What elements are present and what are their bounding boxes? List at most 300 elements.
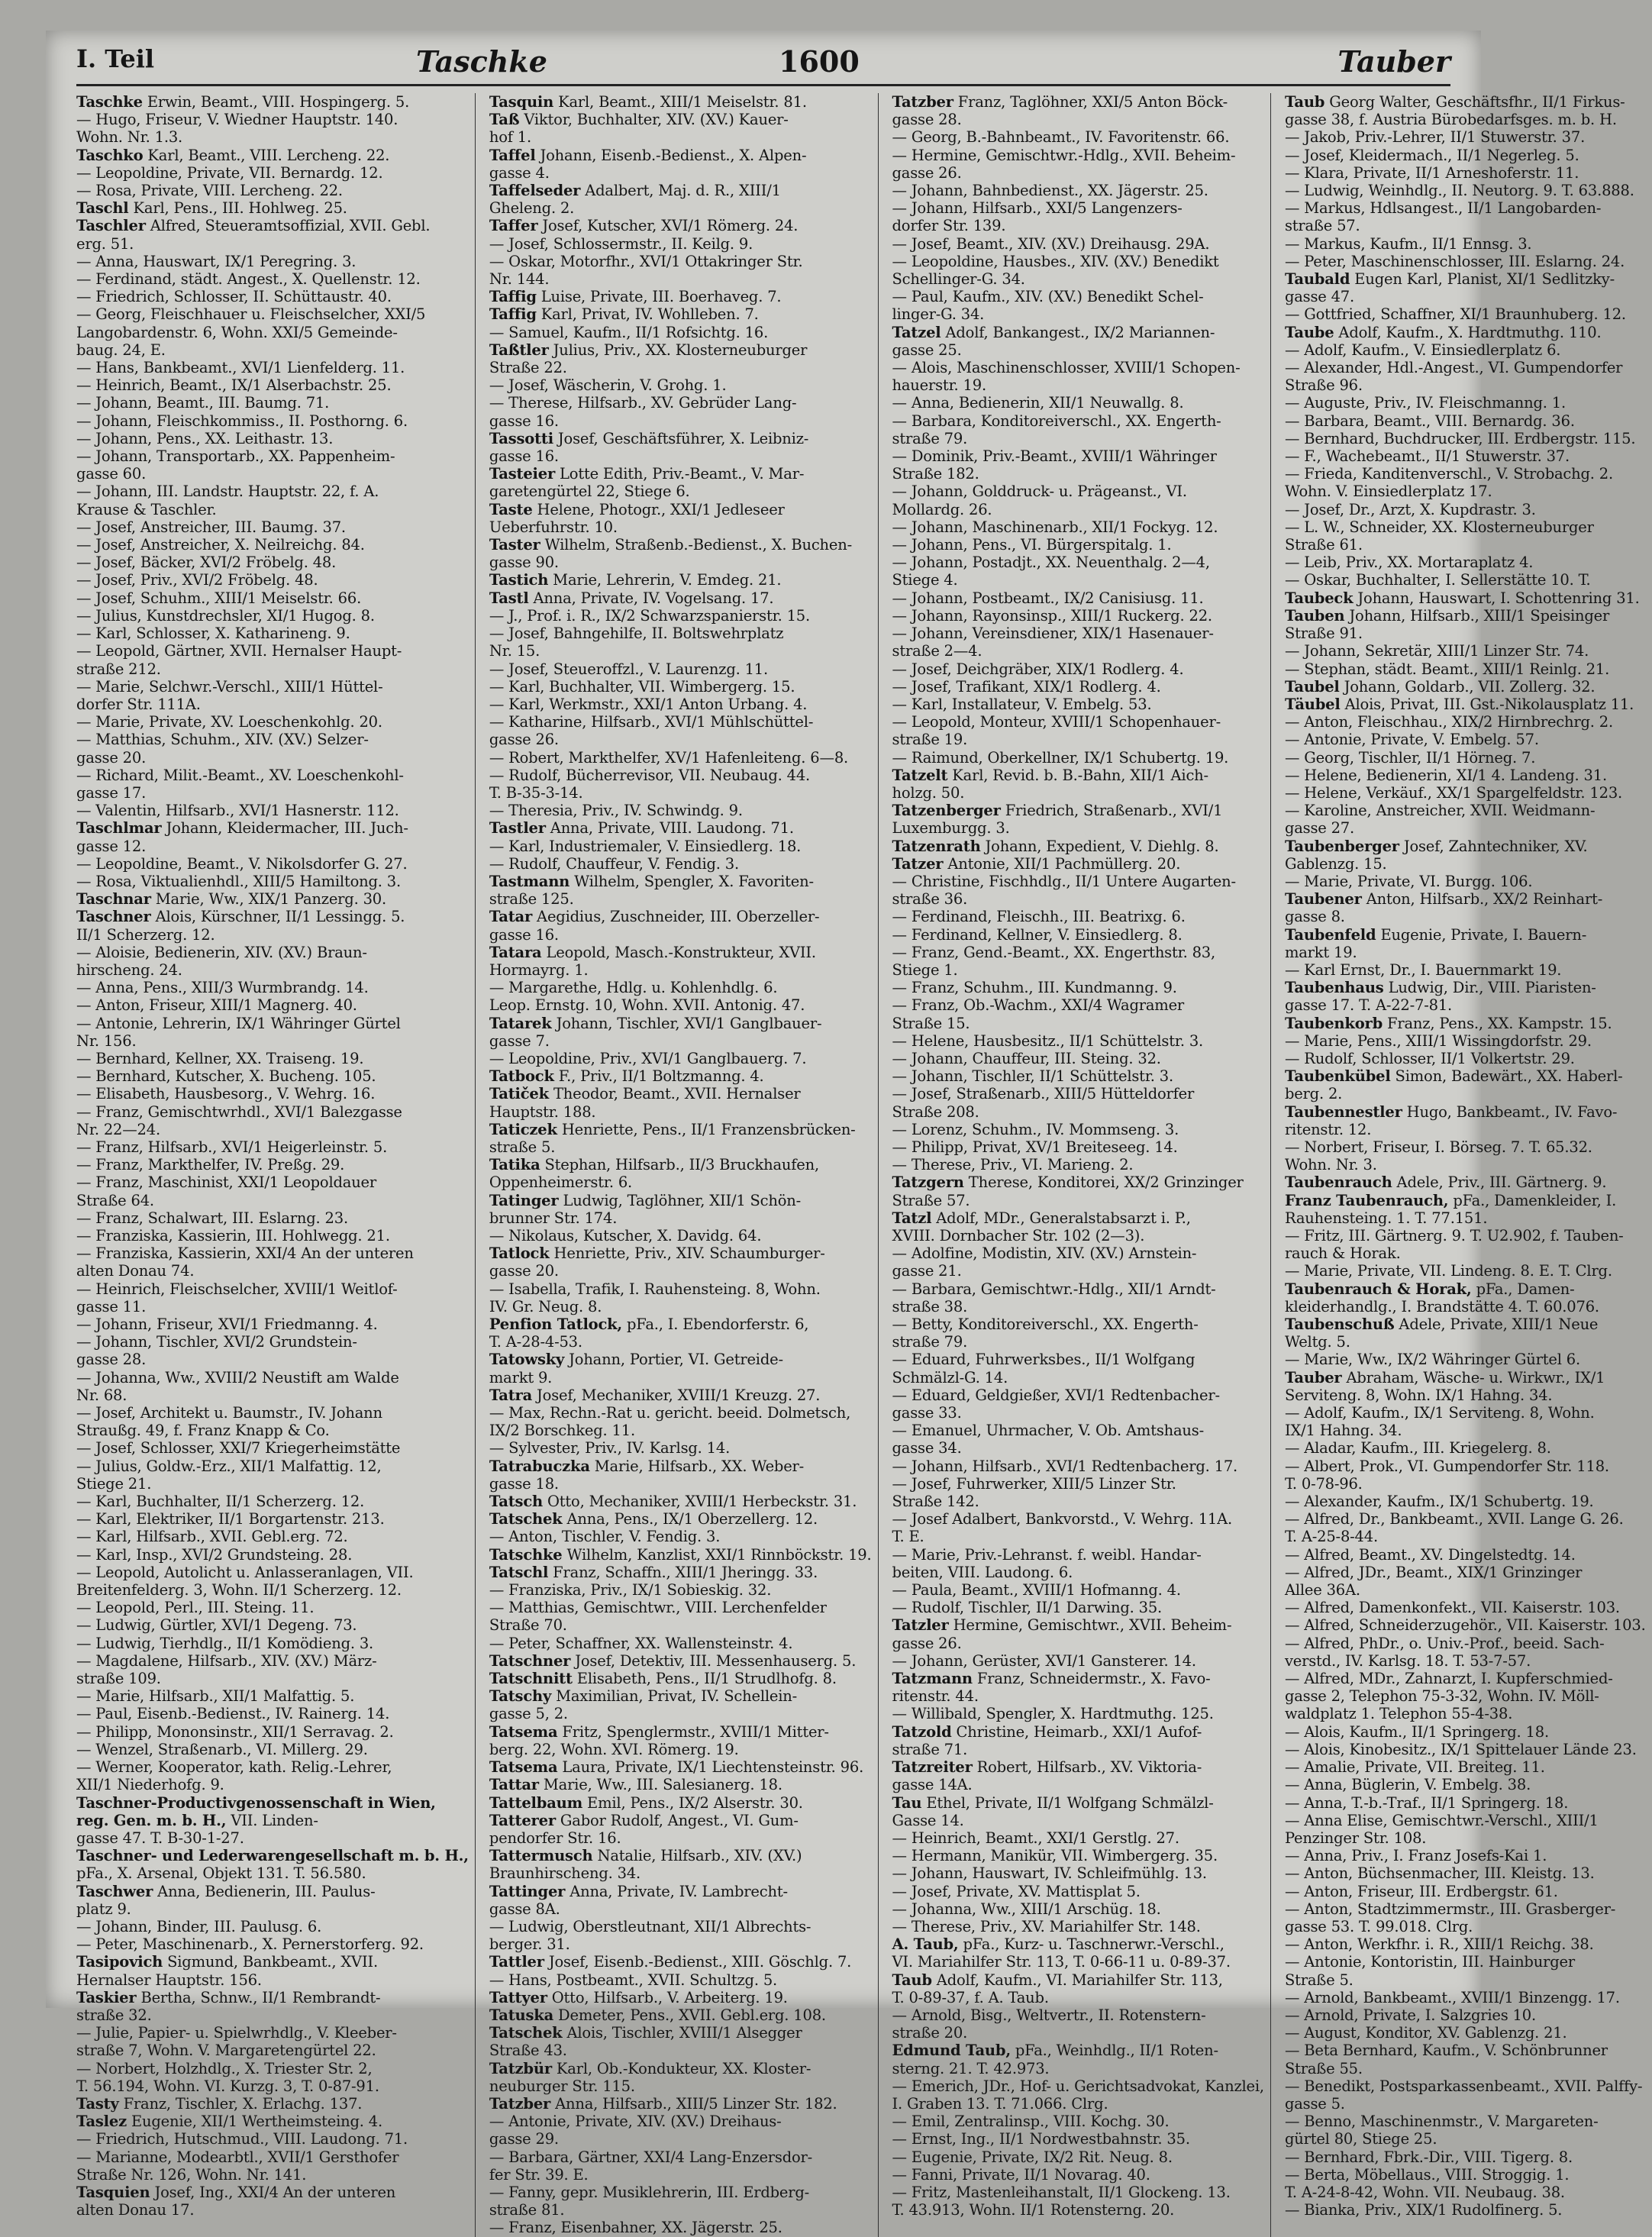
entry-details: — Johann, Beamt., III. Baumg. 71. bbox=[76, 394, 330, 412]
directory-entry bbox=[76, 855, 469, 873]
entry-details: — Gottfried, Schaffner, XI/1 Braunhuberg. 12. bbox=[1284, 305, 1626, 324]
entry-surname: Tatzbür bbox=[489, 2059, 552, 2077]
entry-details: — Ludwig, Gürtler, XVI/1 Degeng. 73. bbox=[76, 1616, 357, 1635]
directory-columns bbox=[76, 93, 1646, 2237]
directory-entry bbox=[76, 1758, 469, 1776]
directory-entry bbox=[489, 625, 872, 642]
entry-details: Alfred, Steueramtsoffizial, XVII. Gebl. bbox=[145, 217, 431, 235]
entry-details: — Johann, Bahnbedienst., XX. Jägerstr. 25. bbox=[892, 182, 1208, 200]
directory-entry bbox=[892, 926, 1264, 944]
page-header bbox=[76, 40, 1450, 86]
entry-details: — Berta, Möbellaus., VIII. Stroggig. 1. bbox=[1284, 2165, 1570, 2184]
entry-details: — Oskar, Buchhalter, I. Sellerstätte 10. T. bbox=[1284, 571, 1591, 589]
entry-details: — Karl, Industriemaler, V. Einsiedlerg. 18. bbox=[489, 837, 802, 855]
entry-details: Adolf, Bankangest., IX/2 Mariannen- bbox=[941, 323, 1215, 341]
entry-details: — Robert, Markthelfer, XV/1 Hafenleiteng. 6—8. bbox=[489, 748, 849, 767]
directory-entry bbox=[489, 1687, 872, 1705]
entry-details: Franz, Pens., XX. Kampstr. 15. bbox=[1383, 1014, 1612, 1032]
entry-details: — Paula, Beamt., XVIII/1 Hofmanng. 4. bbox=[892, 1581, 1181, 1599]
directory-entry bbox=[892, 483, 1264, 500]
directory-entry bbox=[1285, 1050, 1646, 1067]
entry-details: — Karoline, Anstreicher, XVII. Weidmann- bbox=[1284, 802, 1596, 820]
directory-entry bbox=[1285, 1581, 1646, 1599]
entry-details: straße 20. bbox=[892, 2024, 968, 2042]
entry-details: — Christine, Fischhdlg., II/1 Untere Augarten- bbox=[892, 872, 1236, 890]
entry-details: fer Str. 39. E. bbox=[489, 2165, 589, 2184]
entry-details: Straße 15. bbox=[892, 1014, 970, 1032]
directory-entry bbox=[76, 1864, 469, 1882]
entry-details: Gheleng. 2. bbox=[489, 199, 575, 218]
directory-entry bbox=[892, 182, 1264, 199]
entry-details: beiten, VIII. Laudong. 6. bbox=[892, 1563, 1073, 1581]
entry-details: Stephan, Hilfsarb., II/3 Bruckhaufen, bbox=[540, 1156, 819, 1174]
directory-entry bbox=[76, 731, 469, 748]
directory-entry bbox=[76, 1032, 469, 1050]
entry-details: — Anton, Fleischhau., XIX/2 Hirnbrechrg. 2. bbox=[1284, 713, 1613, 731]
directory-entry bbox=[76, 305, 469, 323]
entry-details: gasse 2, Telephon 75-3-32, Wohn. IV. Möll- bbox=[1284, 1687, 1599, 1706]
directory-entry bbox=[76, 554, 469, 571]
entry-details: — Beta Bernhard, Kaufm., V. Schönbrunner bbox=[1284, 2042, 1608, 2060]
entry-surname: Tatsch bbox=[489, 1493, 543, 1511]
directory-entry bbox=[892, 1138, 1264, 1156]
directory-entry bbox=[1285, 1315, 1646, 1333]
directory-entry bbox=[489, 217, 872, 234]
directory-entry bbox=[76, 1192, 469, 1209]
directory-entry bbox=[76, 2201, 469, 2219]
directory-entry bbox=[892, 1227, 1264, 1244]
directory-entry bbox=[892, 908, 1264, 925]
entry-surname: Tatuska bbox=[489, 2006, 554, 2024]
directory-entry bbox=[1285, 412, 1646, 430]
directory-entry bbox=[1285, 1953, 1646, 1971]
entry-details: straße 81. bbox=[489, 2201, 565, 2219]
entry-details: — Anton, Büchsenmacher, III. Kleistg. 13. bbox=[1284, 1864, 1595, 1883]
directory-entry bbox=[489, 1369, 872, 1386]
entry-details: Straße 61. bbox=[1284, 536, 1363, 554]
entry-details: berger. 31. bbox=[489, 1935, 570, 1954]
entry-details: gasse 53. T. 99.018. Clrg. bbox=[1284, 1917, 1473, 1935]
entry-surname: Tattermusch bbox=[489, 1847, 593, 1865]
entry-details: Gasse 14. bbox=[892, 1811, 964, 1829]
entry-surname: Tatzreiter bbox=[892, 1758, 973, 1777]
directory-entry bbox=[76, 908, 469, 925]
directory-entry bbox=[489, 1298, 872, 1315]
directory-entry bbox=[76, 1457, 469, 1475]
directory-entry bbox=[892, 1369, 1264, 1386]
entry-details: — Franz, Schuhm., III. Kundmanng. 9. bbox=[892, 979, 1177, 997]
entry-details: Bertha, Schnw., II/1 Rembrandt- bbox=[136, 1988, 381, 2006]
directory-entry bbox=[76, 1528, 469, 1545]
entry-surname: Taschler bbox=[76, 217, 146, 235]
directory-entry bbox=[489, 2148, 872, 2166]
entry-details: — Max, Rechn.-Rat u. gericht. beeid. Dolmetsch, bbox=[489, 1404, 851, 1422]
entry-details: — Matthias, Gemischtwr., VIII. Lerchenfelder bbox=[489, 1599, 827, 1617]
directory-entry bbox=[489, 1741, 872, 1758]
entry-details: T. A-25-8-44. bbox=[1284, 1528, 1378, 1546]
directory-entry bbox=[1285, 199, 1646, 217]
directory-entry bbox=[892, 1209, 1264, 1227]
entry-details: Stiege 4. bbox=[892, 571, 958, 589]
directory-entry bbox=[489, 2130, 872, 2148]
entry-details: Karl, Revid. b. B.-Bahn, XII/1 Aich- bbox=[947, 766, 1208, 784]
entry-details: — Ludwig, Weinhdlg., II. Neutorg. 9. T. 63.888. bbox=[1284, 182, 1634, 200]
entry-details: Nr. 15. bbox=[489, 642, 540, 660]
directory-entry bbox=[1285, 235, 1646, 253]
entry-details: — Katharine, Hilfsarb., XVI/1 Mühlschüttel- bbox=[489, 713, 814, 731]
entry-details: straße 125. bbox=[489, 890, 574, 909]
entry-details: — Karl, Insp., XVI/2 Grundsteing. 28. bbox=[76, 1545, 353, 1564]
directory-entry bbox=[489, 607, 872, 625]
entry-details: ritenstr. 12. bbox=[1284, 1120, 1372, 1138]
directory-entry bbox=[76, 465, 469, 483]
entry-surname: Tastmann bbox=[489, 872, 570, 890]
entry-details: — Leopoldine, Private, VII. Bernardg. 12. bbox=[76, 163, 383, 182]
entry-details: Ludwig, Dir., VIII. Piaristen- bbox=[1383, 979, 1596, 997]
entry-details: — Fanny, gepr. Musiklehrerin, III. Erdberg- bbox=[489, 2183, 810, 2201]
directory-entry bbox=[892, 199, 1264, 217]
entry-details: Johann, Expedient, V. Diehlg. 8. bbox=[980, 837, 1219, 855]
entry-details: — Barbara, Beamt., VIII. Bernardg. 36. bbox=[1284, 412, 1575, 430]
directory-entry bbox=[76, 1670, 469, 1687]
entry-details: Theodor, Beamt., XVII. Hernalser bbox=[548, 1085, 801, 1103]
directory-entry bbox=[892, 607, 1264, 625]
entry-details: gasse 17. T. A-22-7-81. bbox=[1284, 996, 1453, 1015]
directory-entry bbox=[76, 2006, 469, 2024]
directory-entry bbox=[892, 1953, 1264, 1971]
directory-entry bbox=[76, 1103, 469, 1121]
directory-entry bbox=[1285, 1989, 1646, 2006]
directory-entry bbox=[489, 1244, 872, 1262]
directory-entry bbox=[1285, 93, 1646, 111]
entry-details: — Anton, Werkfhr. i. R., XIII/1 Reichg. 38. bbox=[1284, 1935, 1594, 1954]
entry-details: gasse 38, f. Austria Bürobedarfsges. m. b. H. bbox=[1284, 111, 1617, 129]
entry-details: pFa., Weinhdlg., II/1 Roten- bbox=[1010, 2042, 1218, 2060]
entry-details: Ethel, Private, II/1 Wolfgang Schmälzl- bbox=[921, 1793, 1214, 1812]
directory-entry bbox=[489, 713, 872, 731]
entry-details: — Antonie, Private, V. Embelg. 57. bbox=[1284, 731, 1539, 749]
directory-entry bbox=[76, 713, 469, 731]
directory-entry bbox=[76, 1298, 469, 1315]
entry-details: Johann, Hauswart, I. Schottenring 31. bbox=[1353, 589, 1640, 607]
directory-entry bbox=[489, 873, 872, 890]
directory-entry bbox=[892, 1546, 1264, 1564]
directory-entry bbox=[1285, 1209, 1646, 1227]
directory-entry bbox=[1285, 1528, 1646, 1545]
directory-entry bbox=[892, 660, 1264, 678]
entry-details: gasse 28. bbox=[76, 1351, 147, 1369]
directory-entry bbox=[892, 625, 1264, 642]
entry-details: Anna, Private, VIII. Laudong. 71. bbox=[545, 819, 794, 838]
directory-entry bbox=[76, 1121, 469, 1138]
directory-entry bbox=[489, 696, 872, 713]
directory-entry bbox=[1285, 838, 1646, 855]
directory-entry bbox=[76, 1971, 469, 1989]
entry-details: — Alfred, Damenkonfekt., VII. Kaiserstr. 103. bbox=[1284, 1599, 1620, 1617]
entry-surname: Tatzer bbox=[892, 854, 944, 873]
directory-entry bbox=[1285, 1032, 1646, 1050]
directory-entry bbox=[892, 501, 1264, 518]
entry-details: gasse 20. bbox=[76, 748, 147, 767]
directory-entry bbox=[76, 1900, 469, 1918]
entry-details: Franz, Taglöhner, XXI/5 Anton Böck- bbox=[953, 93, 1228, 111]
entry-details: Langobardenstr. 6, Wohn. XXI/5 Gemeinde- bbox=[76, 323, 398, 341]
entry-details: IX/2 Borschkeg. 11. bbox=[489, 1422, 635, 1440]
directory-entry bbox=[892, 1564, 1264, 1581]
directory-entry bbox=[1285, 1635, 1646, 1652]
directory-entry bbox=[1285, 1244, 1646, 1262]
directory-entry bbox=[892, 1103, 1264, 1121]
directory-entry bbox=[892, 376, 1264, 394]
entry-details: Johann, Kleidermacher, III. Juch- bbox=[161, 819, 408, 838]
directory-entry bbox=[892, 1528, 1264, 1545]
entry-details: — Heinrich, Beamt., IX/1 Alserbachstr. 25. bbox=[76, 376, 392, 395]
directory-entry bbox=[76, 324, 469, 341]
entry-surname: Tatsema bbox=[489, 1758, 558, 1777]
directory-entry bbox=[489, 2060, 872, 2077]
directory-entry bbox=[489, 571, 872, 589]
entry-details: — Leopold, Gärtner, XVII. Hernalser Haupt- bbox=[76, 642, 402, 660]
directory-entry bbox=[489, 767, 872, 784]
entry-details: Krause & Taschler. bbox=[76, 500, 217, 518]
directory-entry bbox=[892, 2113, 1264, 2130]
directory-entry bbox=[489, 1156, 872, 1173]
entry-details: — Benno, Maschinenmstr., V. Margareten- bbox=[1284, 2113, 1599, 2131]
entry-details: Hauptstr. 188. bbox=[489, 1102, 596, 1121]
entry-details: — Karl, Buchhalter, II/1 Scherzerg. 12. bbox=[76, 1493, 365, 1511]
entry-details: Stiege 1. bbox=[892, 960, 958, 979]
directory-entry bbox=[489, 926, 872, 944]
directory-entry bbox=[489, 1758, 872, 1776]
directory-entry bbox=[76, 819, 469, 837]
directory-entry bbox=[76, 1510, 469, 1528]
entry-details: — Johann, Fleischkommiss., II. Posthorng. 6. bbox=[76, 412, 408, 430]
entry-details: — Ferdinand, Kellner, V. Einsiedlerg. 8. bbox=[892, 925, 1183, 944]
directory-entry bbox=[76, 1599, 469, 1616]
directory-entry bbox=[76, 1050, 469, 1067]
directory-entry bbox=[489, 1918, 872, 1935]
directory-entry bbox=[1285, 749, 1646, 767]
entry-surname: Taubenschuß bbox=[1284, 1315, 1395, 1334]
entry-details: — Julie, Papier- u. Spielwrhdlg., V. Kleeber- bbox=[76, 2024, 397, 2042]
entry-details: — Rudolf, Tischler, II/1 Darwing. 35. bbox=[892, 1599, 1163, 1617]
directory-entry bbox=[892, 749, 1264, 767]
directory-entry bbox=[76, 660, 469, 678]
directory-entry bbox=[489, 1085, 872, 1102]
entry-surname: Tatzold bbox=[892, 1722, 952, 1741]
directory-entry bbox=[1285, 253, 1646, 270]
entry-details: Stiege 21. bbox=[76, 1474, 152, 1493]
directory-entry bbox=[892, 1386, 1264, 1404]
entry-details: — Karl, Schlosser, X. Katharineng. 9. bbox=[76, 625, 350, 643]
directory-entry bbox=[1285, 1475, 1646, 1493]
entry-details: gasse 8A. bbox=[489, 1900, 560, 1918]
entry-details: — Markus, Hdlsangest., II/1 Langobarden- bbox=[1284, 199, 1602, 218]
entry-surname: Tauber bbox=[1284, 1368, 1342, 1386]
entry-details: Straße 208. bbox=[892, 1102, 979, 1121]
entry-details: — Norbert, Holzhdlg., X. Triester Str. 2, bbox=[76, 2059, 373, 2077]
directory-entry bbox=[489, 838, 872, 855]
header-rule bbox=[76, 84, 1450, 86]
entry-surname: Taubel bbox=[1284, 677, 1340, 696]
directory-entry bbox=[892, 1015, 1264, 1032]
entry-details: — Alois, Maschinenschlosser, XVIII/1 Schopen- bbox=[892, 359, 1241, 377]
entry-details: T. A-28-4-53. bbox=[489, 1333, 582, 1351]
entry-details: Adele, Priv., III. Gärtnerg. 9. bbox=[1392, 1173, 1607, 1192]
directory-entry bbox=[76, 1404, 469, 1422]
entry-details: Schmälzl-G. 14. bbox=[892, 1368, 1008, 1386]
entry-details: Friedrich, Straßenarb., XVI/1 bbox=[1000, 802, 1223, 820]
entry-details: — Bernhard, Kutscher, X. Bucheng. 105. bbox=[76, 1067, 376, 1086]
directory-entry bbox=[76, 1935, 469, 1953]
entry-details: — Alfred, MDr., Zahnarzt, I. Kupferschmied- bbox=[1284, 1670, 1613, 1688]
directory-entry bbox=[489, 1564, 872, 1581]
directory-entry bbox=[489, 1971, 872, 1989]
entry-details: — Paul, Kaufm., XIV. (XV.) Benedikt Schel- bbox=[892, 288, 1204, 306]
entry-details: Johann, Eisenb.-Bedienst., X. Alpen- bbox=[535, 146, 807, 164]
directory-entry bbox=[1285, 270, 1646, 288]
directory-entry bbox=[1285, 1439, 1646, 1457]
directory-entry bbox=[892, 767, 1264, 784]
directory-entry bbox=[76, 341, 469, 359]
directory-entry bbox=[76, 802, 469, 819]
directory-entry bbox=[489, 128, 872, 146]
entry-details: — Frieda, Kanditenverschl., V. Strobachg. 2. bbox=[1284, 465, 1613, 483]
entry-surname: Taschner- und Lederwarengesellschaft m. b. H., bbox=[76, 1847, 469, 1865]
directory-entry bbox=[489, 235, 872, 253]
entry-details: Anna, Private, IV. Vogelsang. 17. bbox=[528, 589, 774, 607]
directory-entry bbox=[1285, 1918, 1646, 1935]
directory-entry bbox=[1285, 1812, 1646, 1829]
entry-surname: Tasipovich bbox=[76, 1953, 163, 1971]
entry-details: — Josef, Schuhm., XIII/1 Meiselstr. 66. bbox=[76, 589, 362, 607]
entry-details: — Werner, Kooperator, kath. Relig.-Lehrer, bbox=[76, 1758, 392, 1777]
entry-details: waldplatz 1. Telephon 55-4-38. bbox=[1284, 1705, 1513, 1723]
entry-details: — Stephan, städt. Beamt., XIII/1 Reinlg. 21. bbox=[1284, 660, 1610, 678]
entry-details: Anna, Pens., IX/1 Oberzellerg. 12. bbox=[562, 1510, 818, 1528]
directory-entry bbox=[489, 270, 872, 288]
directory-entry bbox=[1285, 1687, 1646, 1705]
directory-entry bbox=[892, 589, 1264, 607]
entry-surname: Taslez bbox=[76, 2113, 127, 2131]
section-label: I. Teil bbox=[76, 44, 155, 73]
entry-details: Elisabeth, Pens., II/1 Strudlhofg. 8. bbox=[572, 1670, 837, 1688]
directory-entry bbox=[489, 2042, 872, 2059]
directory-entry bbox=[892, 1298, 1264, 1315]
directory-entry bbox=[1285, 2077, 1646, 2095]
directory-entry bbox=[489, 430, 872, 447]
directory-entry bbox=[76, 2166, 469, 2184]
entry-details: — Marianne, Modearbtl., XVII/1 Gersthofer bbox=[76, 2148, 399, 2166]
entry-details: T. 0-89-37, f. A. Taub. bbox=[892, 1988, 1049, 2006]
entry-details: — Franziska, Kassierin, III. Hohlwegg. 21. bbox=[76, 1227, 390, 1244]
directory-entry bbox=[76, 926, 469, 944]
entry-details: — Heinrich, Fleischselcher, XVIII/1 Weitlof- bbox=[76, 1280, 398, 1298]
entry-details: — Barbara, Gärtner, XXI/4 Lang-Enzersdor- bbox=[489, 2148, 813, 2166]
entry-details: Straße 91. bbox=[1284, 625, 1363, 643]
entry-details: pendorfer Str. 16. bbox=[489, 1829, 621, 1847]
entry-details: — Johann, III. Landstr. Hauptstr. 22, f. A. bbox=[76, 483, 379, 501]
entry-details: Josef, Mechaniker, XVIII/1 Kreuzg. 27. bbox=[532, 1386, 821, 1404]
entry-surname: Tatzelt bbox=[892, 766, 948, 784]
entry-details: garetengürtel 22, Stiege 6. bbox=[489, 483, 690, 501]
entry-details: — Peter, Maschinenarb., X. Pernerstorferg. 92. bbox=[76, 1935, 424, 1954]
entry-details: Adolf, MDr., Generalstabsarzt i. P., bbox=[931, 1209, 1191, 1227]
entry-details: — Karl, Buchhalter, VII. Wimbergerg. 15. bbox=[489, 677, 795, 696]
entry-details: Marie, Hilfsarb., XX. Weber- bbox=[589, 1457, 805, 1475]
entry-surname: Taschl bbox=[76, 199, 129, 218]
directory-entry bbox=[489, 2184, 872, 2201]
entry-details: — Josef Adalbert, Bankvorstd., V. Wehrg. 11A. bbox=[892, 1510, 1232, 1528]
directory-column bbox=[892, 93, 1271, 2237]
directory-entry bbox=[1285, 305, 1646, 323]
first-entry-heading: Taschke bbox=[416, 44, 547, 79]
entry-details: sterng. 21. T. 42.973. bbox=[892, 2059, 1050, 2077]
entry-details: — Samuel, Kaufm., II/1 Rofsichtg. 16. bbox=[489, 323, 769, 341]
entry-surname: Tatarek bbox=[489, 1014, 552, 1032]
entry-surname: Tatbock bbox=[489, 1067, 554, 1086]
directory-entry bbox=[1285, 217, 1646, 234]
entry-details: — Therese, Priv., XV. Mariahilfer Str. 148. bbox=[892, 1917, 1201, 1935]
entry-details: Anton, Hilfsarb., XX/2 Reinhart- bbox=[1361, 890, 1603, 909]
directory-entry bbox=[892, 1422, 1264, 1439]
entry-details: Josef, Zahntechniker, XV. bbox=[1399, 837, 1588, 855]
entry-details: — Arnold, Bankbeamt., XVIII/1 Binzengg. 17. bbox=[1284, 1988, 1620, 2006]
directory-entry bbox=[1285, 855, 1646, 873]
entry-surname: Taschwer bbox=[76, 1882, 153, 1900]
entry-details: — Leopold, Autolicht u. Anlasseranlagen, VII. bbox=[76, 1563, 414, 1581]
entry-surname: Taster bbox=[489, 536, 540, 554]
directory-entry bbox=[76, 607, 469, 625]
entry-details: XVIII. Dornbacher Str. 102 (2—3). bbox=[892, 1227, 1145, 1244]
directory-entry bbox=[489, 554, 872, 571]
entry-surname: Taste bbox=[489, 500, 533, 518]
entry-details: — Anna, Bedienerin, XII/1 Neuwallg. 8. bbox=[892, 394, 1184, 412]
directory-entry bbox=[892, 394, 1264, 412]
entry-details: gasse 21. bbox=[892, 1262, 962, 1280]
entry-details: Maximilian, Privat, IV. Schellein- bbox=[551, 1687, 798, 1706]
entry-details: Schellinger-G. 34. bbox=[892, 270, 1025, 289]
entry-surname: Tasty bbox=[76, 2094, 119, 2113]
directory-entry bbox=[76, 2148, 469, 2166]
entry-details: T. E. bbox=[892, 1528, 924, 1546]
directory-entry bbox=[489, 1209, 872, 1227]
entry-details: rauch & Horak. bbox=[1284, 1244, 1401, 1263]
directory-entry bbox=[1285, 1121, 1646, 1138]
entry-details: — Johann, Friseur, XVI/1 Friedmanng. 4. bbox=[76, 1315, 378, 1334]
entry-details: hof 1. bbox=[489, 128, 531, 147]
entry-details: straße 19. bbox=[892, 731, 968, 749]
entry-details: — Hans, Bankbeamt., XVI/1 Lienfelderg. 11. bbox=[76, 359, 405, 377]
entry-details: — Benedikt, Postsparkassenbeamt., XVII. Palffy- bbox=[1284, 2077, 1643, 2095]
entry-details: Straße 142. bbox=[892, 1493, 979, 1511]
directory-entry bbox=[892, 1758, 1264, 1776]
entry-details: — Anton, Friseur, III. Erdbergstr. 61. bbox=[1284, 1882, 1558, 1900]
entry-details: Hugo, Bankbeamt., IV. Favo- bbox=[1402, 1102, 1618, 1121]
directory-entry bbox=[1285, 376, 1646, 394]
entry-surname: Tastl bbox=[489, 589, 529, 607]
entry-details: pFa., Damen- bbox=[1471, 1280, 1575, 1298]
entry-details: Sigmund, Bankbeamt., XVII. bbox=[163, 1953, 378, 1971]
entry-details: Breitenfelderg. 3, Wohn. II/1 Scherzerg. 12. bbox=[76, 1581, 402, 1599]
directory-entry bbox=[76, 199, 469, 217]
entry-details: — Alfred, Dr., Bankbeamt., XVII. Lange G. 26. bbox=[1284, 1510, 1624, 1528]
entry-details: Anna, Bedienerin, III. Paulus- bbox=[153, 1882, 376, 1900]
directory-entry bbox=[1285, 961, 1646, 979]
directory-entry bbox=[1285, 465, 1646, 483]
directory-entry bbox=[76, 1847, 469, 1864]
entry-surname: Tatowsky bbox=[489, 1351, 565, 1369]
